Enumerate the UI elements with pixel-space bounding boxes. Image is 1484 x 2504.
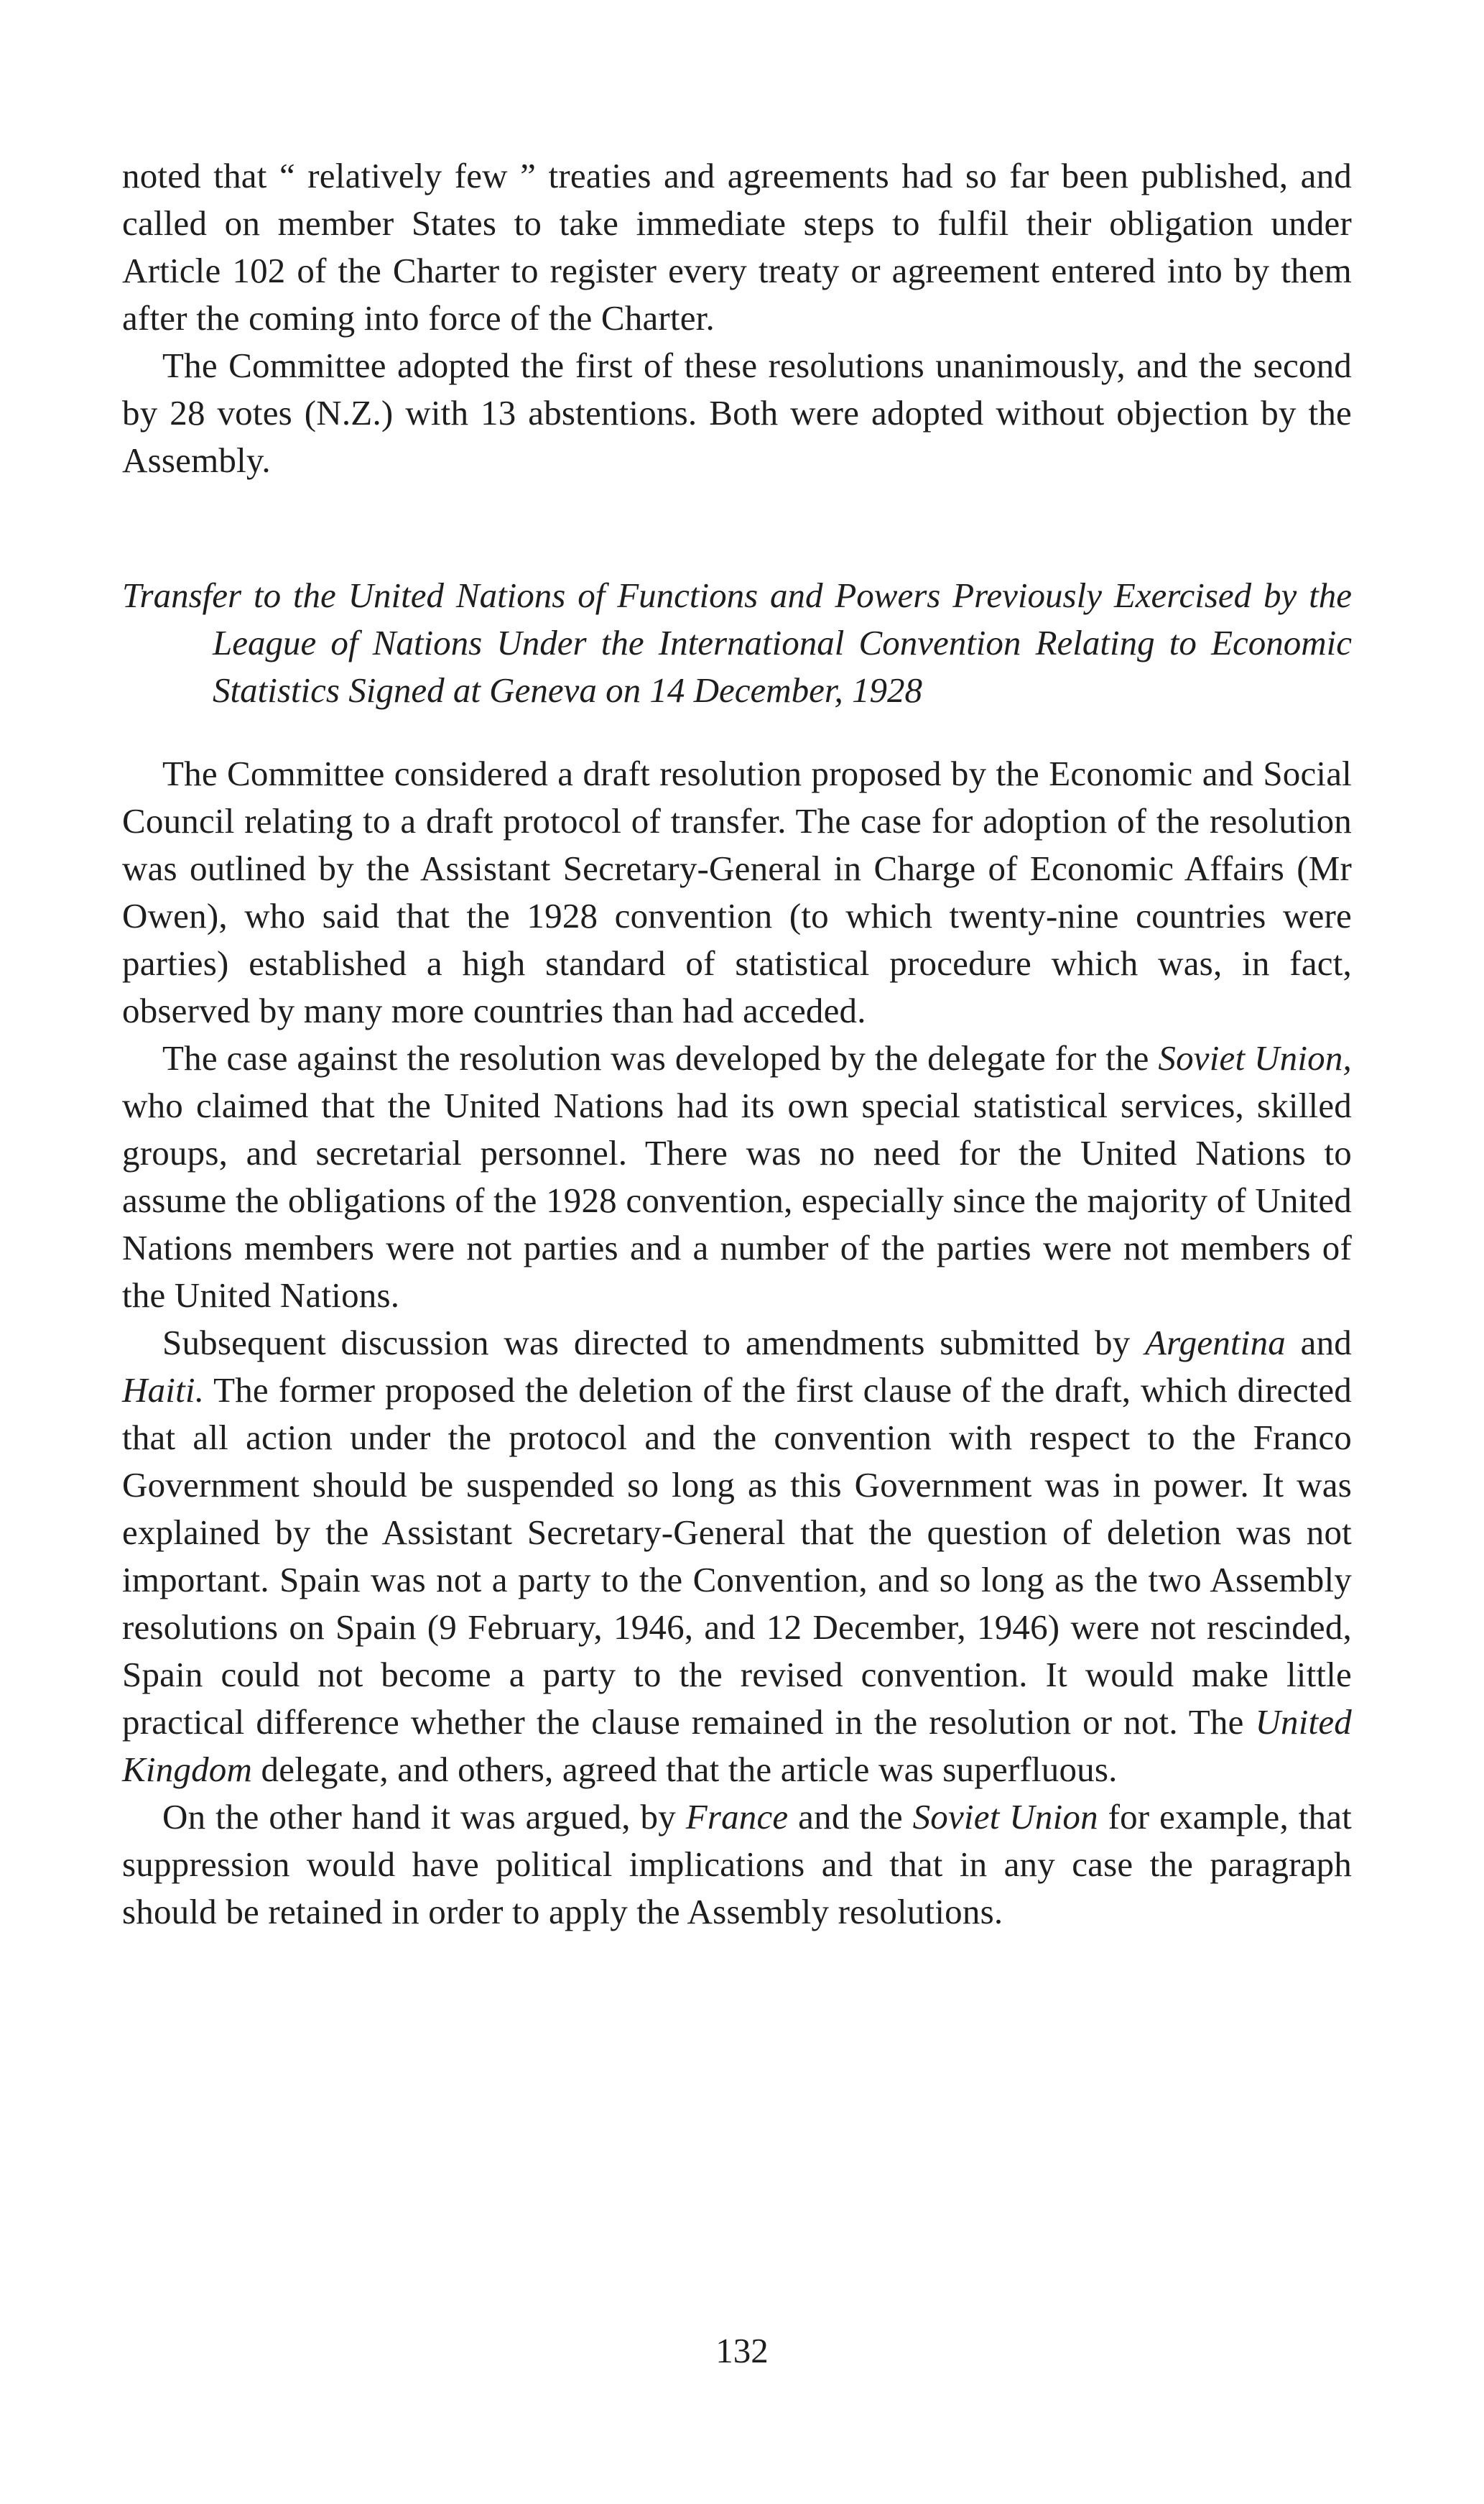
text-run: for example, that suppression would have political implications and that in any case the paragraph should be retained in order to apply the Assembly resolutions. (122, 1797, 1352, 1931)
text-run: The case against the resolution was developed by the delegate for the (162, 1038, 1159, 1078)
text-run: Subsequent discussion was directed to amendments submitted by (162, 1323, 1146, 1362)
text-run: delegate, and others, agreed that the article was superfluous. (252, 1750, 1118, 1789)
text-run: who claimed that the United Nations had its own special statistical services, skilled groups, and secretarial personnel. There was no need for the United Nations to assume the obligations of the 1928 convention, especially since the majority of United Nations members were not parties and a number of the parties were not members of the United Nations. (122, 1086, 1352, 1315)
country-france: France (685, 1797, 789, 1837)
country-united-kingdom: United Kingdom (122, 1702, 1352, 1789)
section-heading: Transfer to the United Nations of Functions and Powers Previously Exercised by the League of Nations Under the International Convention Relating to Economic Statistics Signed at Geneva on 14 December, 1928 (122, 576, 1352, 710)
country-haiti: Haiti. (122, 1370, 205, 1410)
country-soviet-union: Soviet Union (912, 1797, 1098, 1837)
country-soviet-union: Soviet Union, (1158, 1038, 1352, 1078)
text-run: On the other hand it was argued, by (162, 1797, 686, 1837)
paragraph-registration-of-treaties: noted that “ relatively few ” treaties and agreements had so far been published, and called on member States to take immediate steps to fulfil their obligation under Article 102 of the Charter to register every treaty or agreement entered into by them after the coming into force of the Charter. (122, 156, 1352, 338)
paragraph-committee-considered: The Committee considered a draft resolution proposed by the Economic and Social Council relating to a draft protocol of transfer. The case for adoption of the resolution was outlined by the Assistant Secretary-General in Charge of Economic Affairs (Mr Owen), who said that the 1928 convention (to which twenty-nine countries were parties) established a high standard of statistical procedure which was, in fact, observed by many more countries than had acceded. (122, 754, 1352, 1030)
text-run: and the (788, 1797, 913, 1837)
page-number: 132 (715, 2331, 769, 2370)
paragraph-other-hand (122, 1793, 1352, 1936)
text-run: The former proposed the deletion of the first clause of the draft, which directed that all action under the protocol and the convention with respect to the Franco Government should be suspended so long as this Government was in power. It was explained by the Assistant Secretary-General that the question of deletion was not important. Spain was not a party to the Convention, and so long as the two Assembly resolutions on Spain (9 February, 1946, and 12 December, 1946) were not rescinded, Spain could not become a party to the revised convention. It would make little practical difference whether the clause remained in the resolution or not. The (122, 1370, 1352, 1742)
document-page (122, 152, 1352, 1936)
text-run: and (1286, 1323, 1352, 1362)
paragraph-case-against (122, 1035, 1352, 1319)
paragraph-subsequent-discussion (122, 1319, 1352, 1793)
paragraph-committee-votes: The Committee adopted the first of these resolutions unanimously, and the second by 28 votes (N.Z.) with 13 abstentions. Both were adopted without objection by the Assembly. (122, 346, 1352, 480)
country-argentina: Argentina (1145, 1323, 1286, 1362)
